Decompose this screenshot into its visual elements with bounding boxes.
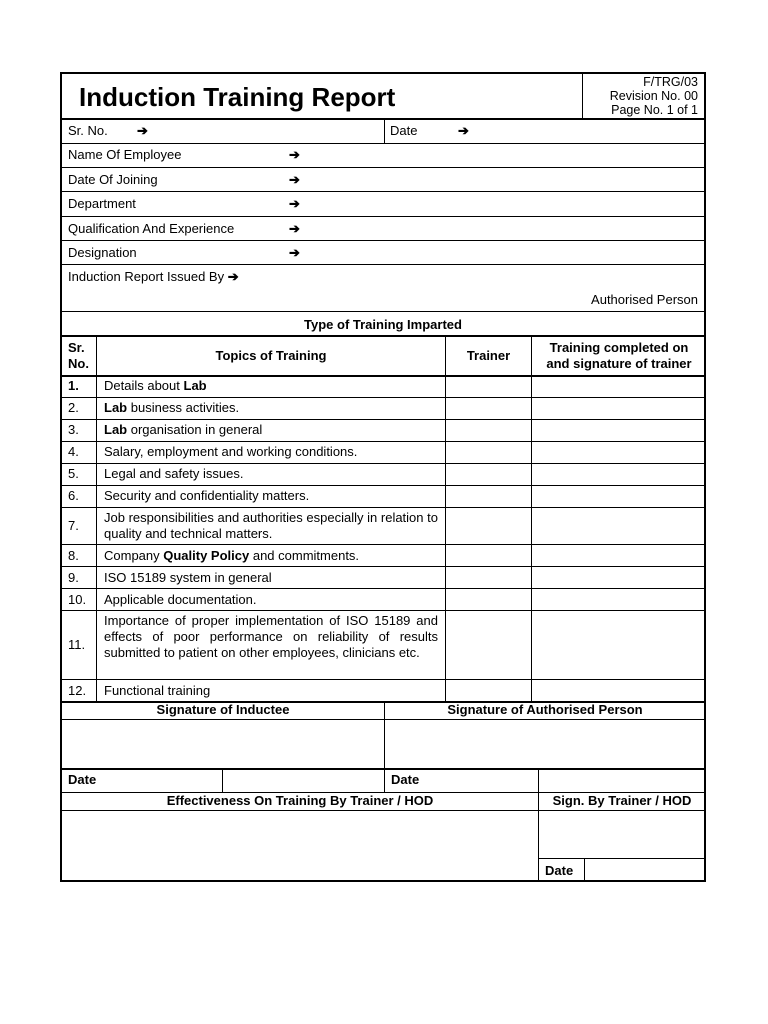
inductee-signature-label: Signature of Inductee bbox=[156, 702, 290, 717]
trainer-date-label: Date bbox=[545, 863, 574, 878]
date-label: Date bbox=[390, 123, 418, 138]
row-line bbox=[62, 441, 704, 442]
col-topics-label: Topics of Training bbox=[215, 348, 327, 363]
row-line bbox=[62, 397, 704, 398]
col-trainer-label: Trainer bbox=[466, 348, 511, 363]
row-line bbox=[62, 544, 704, 545]
row-number: 2. bbox=[68, 400, 79, 415]
trainer-sign-box[interactable] bbox=[539, 811, 706, 858]
inductee-date-label: Date bbox=[68, 772, 97, 787]
qualification-label: Qualification And Experience bbox=[68, 221, 235, 236]
row-line bbox=[62, 216, 704, 217]
row-number: 3. bbox=[68, 422, 79, 437]
header-bottom-line bbox=[62, 118, 704, 120]
row-line bbox=[62, 335, 704, 337]
row-number: 6. bbox=[68, 488, 79, 503]
row-line bbox=[62, 240, 704, 241]
date-of-joining-label: Date Of Joining bbox=[68, 172, 158, 187]
training-section-title: Type of Training Imparted bbox=[304, 317, 462, 332]
row-number: 8. bbox=[68, 548, 79, 563]
arrow-icon: ➔ bbox=[289, 196, 300, 211]
col-no-label: No. bbox=[68, 356, 89, 371]
row-line bbox=[62, 311, 704, 312]
row-line bbox=[62, 507, 704, 508]
arrow-icon: ➔ bbox=[458, 123, 469, 138]
row-number: 1. bbox=[68, 378, 79, 393]
row-topic: Lab business activities. bbox=[104, 400, 240, 415]
row-topic: Security and confidentiality matters. bbox=[104, 488, 310, 503]
row-topic: ISO 15189 system in general bbox=[104, 570, 272, 585]
row-line bbox=[62, 143, 704, 144]
col-sr-label: Sr. bbox=[68, 340, 85, 355]
arrow-icon: ➔ bbox=[137, 123, 148, 138]
row-topic: Details about Lab bbox=[104, 378, 207, 393]
row-topic: Job responsibilities and authorities especially in relation to quality and technical matters. bbox=[104, 510, 438, 541]
row-topic: Salary, employment and working conditions. bbox=[104, 444, 358, 459]
row-line bbox=[62, 264, 704, 265]
employee-name-label: Name Of Employee bbox=[68, 147, 182, 162]
sr-date-divider bbox=[384, 119, 385, 143]
row-number: 5. bbox=[68, 466, 79, 481]
inductee-date-field[interactable] bbox=[223, 769, 384, 792]
row-number: 11. bbox=[68, 637, 86, 652]
row-line bbox=[62, 485, 704, 486]
arrow-icon: ➔ bbox=[289, 172, 300, 187]
arrow-icon: ➔ bbox=[227, 269, 239, 284]
arrow-icon: ➔ bbox=[289, 221, 300, 236]
col-line bbox=[96, 336, 97, 702]
row-line bbox=[62, 566, 704, 567]
row-topic: Importance of proper implementation of ISO 15189 and effects of poor performance on reliability of results submitted to patient on other employees, clinicians etc. bbox=[104, 613, 438, 660]
header-divider bbox=[582, 74, 583, 119]
department-label: Department bbox=[68, 196, 136, 211]
authorised-person-label: Authorised Person bbox=[591, 292, 698, 307]
row-topic: Applicable documentation. bbox=[104, 592, 257, 607]
row-line bbox=[62, 610, 704, 611]
row-number: 4. bbox=[68, 444, 79, 459]
designation-label: Designation bbox=[68, 245, 137, 260]
page-number: Page No. 1 of 1 bbox=[611, 103, 698, 117]
page-title: Induction Training Report bbox=[79, 82, 396, 112]
doc-code: F/TRG/03 bbox=[643, 75, 698, 89]
trainer-date-field[interactable] bbox=[585, 859, 706, 882]
effectiveness-title: Effectiveness On Training By Trainer / HOD bbox=[166, 793, 434, 808]
row-topic: Lab organisation in general bbox=[104, 422, 263, 437]
row-topic: Company Quality Policy and commitments. bbox=[104, 548, 360, 563]
authorised-date-label: Date bbox=[391, 772, 420, 787]
row-line bbox=[62, 375, 704, 377]
col-completed-label-2: and signature of trainer bbox=[546, 356, 692, 371]
row-line bbox=[62, 588, 704, 589]
inductee-signature-box[interactable] bbox=[62, 720, 384, 768]
row-number: 7. bbox=[68, 518, 79, 533]
col-line bbox=[531, 336, 532, 702]
authorised-date-field[interactable] bbox=[539, 769, 706, 792]
col-completed-label-1: Training completed on bbox=[549, 340, 689, 355]
row-number: 10. bbox=[68, 592, 87, 607]
row-line bbox=[62, 191, 704, 192]
row-line bbox=[62, 679, 704, 680]
arrow-icon: ➔ bbox=[289, 245, 300, 260]
authorised-signature-label: Signature of Authorised Person bbox=[447, 702, 643, 717]
arrow-icon: ➔ bbox=[289, 147, 300, 162]
row-line bbox=[62, 167, 704, 168]
authorised-signature-box[interactable] bbox=[385, 720, 706, 768]
row-line bbox=[62, 463, 704, 464]
row-number: 12. bbox=[68, 683, 87, 698]
effectiveness-comments-box[interactable] bbox=[62, 811, 538, 882]
revision-number: Revision No. 00 bbox=[609, 89, 698, 103]
trainer-sign-label: Sign. By Trainer / HOD bbox=[552, 793, 692, 808]
issued-by-label bbox=[68, 269, 239, 285]
col-line bbox=[445, 336, 446, 702]
issued-by-text: Induction Report Issued By bbox=[68, 269, 225, 284]
row-number: 9. bbox=[68, 570, 79, 585]
row-topic: Legal and safety issues. bbox=[104, 466, 244, 481]
induction-training-form bbox=[60, 72, 706, 882]
row-line bbox=[62, 419, 704, 420]
row-topic: Functional training bbox=[104, 683, 211, 698]
sr-no-label: Sr. No. bbox=[68, 123, 108, 138]
